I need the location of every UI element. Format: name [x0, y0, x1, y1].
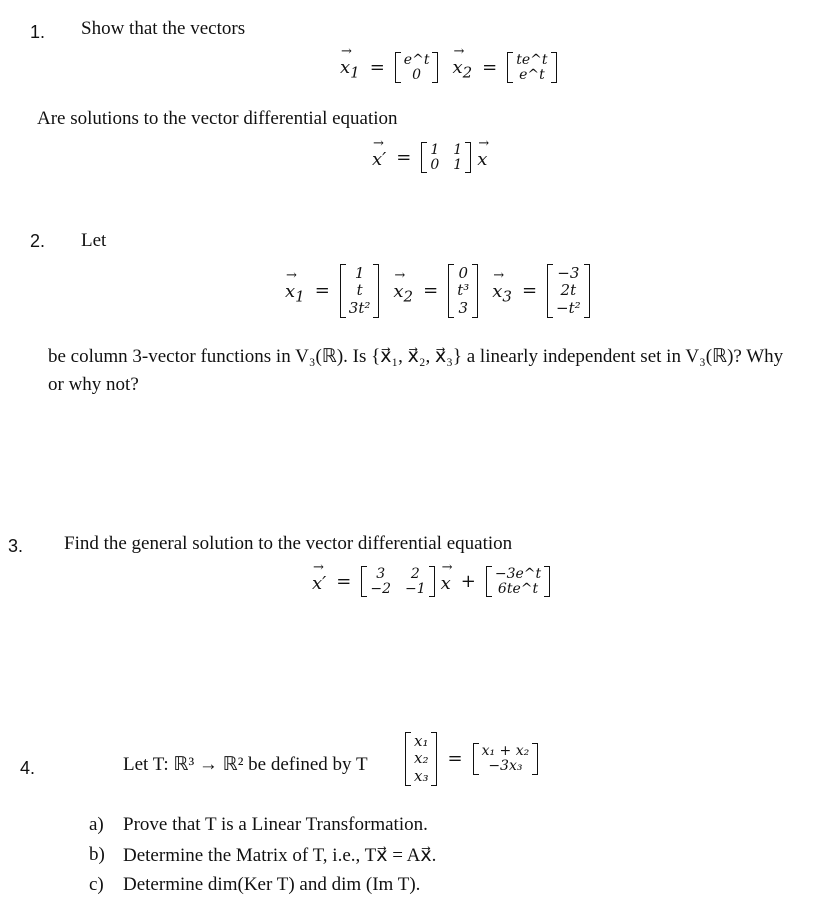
problem-3-number: 3.	[8, 536, 24, 556]
problem-3-equation: → x′ = 3 −2 2 −1 → x + −3e^t 6te^t	[312, 566, 550, 597]
problem-3-intro: Find the general solution to the vector differential equation	[64, 533, 513, 554]
problem-1-vectors: → $x_1$ = e^t 0 → $x_2$ = te^t e^t	[340, 52, 557, 83]
problem-2-intro: Let	[81, 230, 107, 251]
problem-4-number: 4.	[20, 758, 36, 778]
problem-1-middle: Are solutions to the vector differential equation	[37, 108, 398, 129]
problem-2-vectors: → $x_1$ = 1 t 3t² → $x_2$ = 0 t³ 3 → $x_3$ = −3 2t −t²	[285, 264, 590, 318]
problem-4-part-b: Determine the Matrix of T, i.e., Tx⃗ = Ax⃗.	[123, 845, 437, 866]
problem-2-number: 2.	[30, 231, 46, 251]
problem-4-part-a: Prove that T is a Linear Transformation.	[123, 814, 428, 835]
problem-4-part-a-label: a)	[89, 814, 104, 835]
problem-4-part-c: Determine dim(Ker T) and dim (Im T).	[123, 874, 421, 895]
problem-4-mapping: x₁ x₂ x₃ = x₁ + x₂ −3x₃	[405, 732, 538, 786]
problem-1-intro: Show that the vectors	[81, 18, 246, 39]
problem-2-question-line-1: be column 3-vector functions in V₃(ℝ). Is {x⃗₁, x⃗₂, x⃗₃} a linearly independent set in V₃(ℝ)? Why	[48, 346, 784, 367]
problem-1-number: 1.	[30, 22, 46, 42]
problem-2-question-line-2: or why not?	[48, 374, 139, 395]
problem-1-equation: → x′ = 1 0 1 1 → x	[372, 142, 487, 173]
problem-4-part-b-label: b)	[89, 844, 105, 865]
problem-4-part-c-label: c)	[89, 874, 104, 895]
problem-4-intro: Let T: ℝ³ → ℝ² be defined by T	[123, 754, 368, 775]
